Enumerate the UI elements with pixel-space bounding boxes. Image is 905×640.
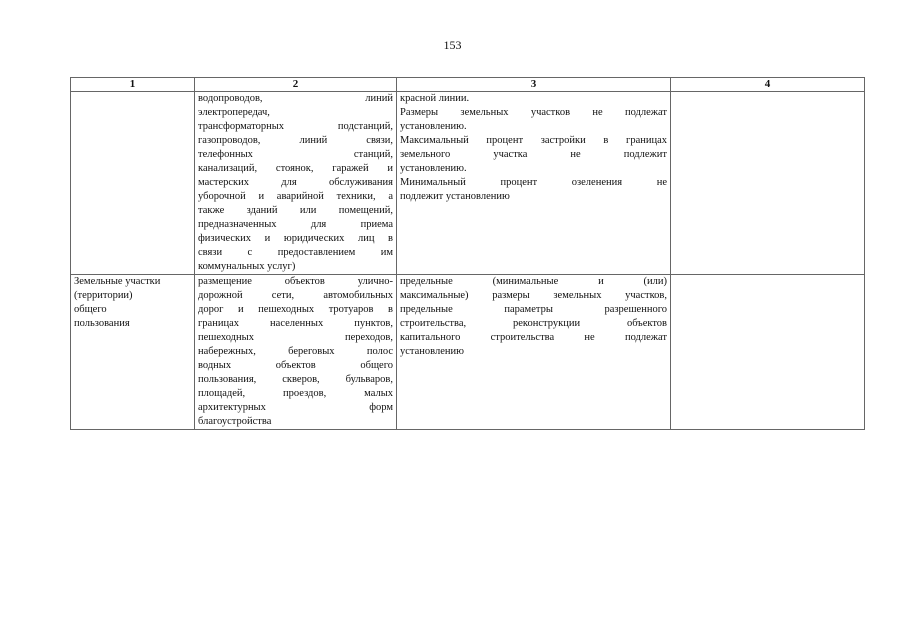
cell-text-line: набережных, береговых полос <box>198 346 393 357</box>
cell-text-line: пользования, скверов, бульваров, <box>198 374 393 385</box>
table-cell-col3 <box>397 92 671 275</box>
cell-text-line: предельные (минимальные и (или) <box>400 276 667 287</box>
cell-text-line: пешеходных переходов, <box>198 332 393 343</box>
column-header-2: 2 <box>195 78 397 92</box>
cell-text-line: размещение объектов улично- <box>198 276 393 287</box>
cell-text-line: подлежит установлению <box>400 191 510 202</box>
cell-text-line: (территории) <box>74 290 133 301</box>
column-header-3: 3 <box>397 78 671 92</box>
column-header-1: 1 <box>71 78 195 92</box>
cell-text-line: земельного участка не подлежит <box>400 149 667 160</box>
cell-text-line: максимальные) размеры земельных участков, <box>400 290 667 301</box>
table-cell-col1 <box>71 92 195 275</box>
cell-text-line: границах населенных пунктов, <box>198 318 393 329</box>
table-cell-col3 <box>397 275 671 430</box>
cell-text-line: пользования <box>74 318 130 329</box>
cell-text-line: газопроводов, линий связи, <box>198 135 393 146</box>
cell-text-line: предназначенных для приема <box>198 219 393 230</box>
table-cell-col2 <box>195 92 397 275</box>
cell-text-line: Размеры земельных участков не подлежат <box>400 107 667 118</box>
cell-text-line: уборочной и аварийной техники, а <box>198 191 393 202</box>
cell-text-line: телефонных станций, <box>198 149 393 160</box>
cell-text-line: водопроводов, линий <box>198 93 393 104</box>
cell-text-line: коммунальных услуг) <box>198 261 296 272</box>
cell-text-line: предельные параметры разрешенного <box>400 304 667 315</box>
cell-text-line: Максимальный процент застройки в границах <box>400 135 667 146</box>
cell-text-line: площадей, проездов, малых <box>198 388 393 399</box>
page-number: 153 <box>443 38 462 52</box>
table-row <box>71 275 865 430</box>
column-header-4: 4 <box>671 78 865 92</box>
cell-text-line: канализаций, стоянок, гаражей и <box>198 163 393 174</box>
cell-text-line: физических и юридических лиц в <box>198 233 393 244</box>
cell-text-line: благоустройства <box>198 416 272 427</box>
cell-text-line: дорог и пешеходных тротуаров в <box>198 304 393 315</box>
table-header-row <box>71 78 865 92</box>
cell-text-line: связи с предоставлением им <box>198 247 393 258</box>
cell-text-line: также зданий или помещений, <box>198 205 393 216</box>
table-cell-col4 <box>671 92 865 275</box>
cell-text-line: Минимальный процент озеленения не <box>400 177 667 188</box>
cell-text-line: мастерских для обслуживания <box>198 177 393 188</box>
cell-text-line: капитального строительства не подлежат <box>400 332 667 343</box>
cell-text-line: Земельные участки <box>74 276 161 287</box>
land-use-table <box>70 77 865 430</box>
cell-text-line: архитектурных форм <box>198 402 393 413</box>
cell-text-line: красной линии. <box>400 93 470 104</box>
cell-text-line: трансформаторных подстанций, <box>198 121 393 132</box>
cell-text-line: общего <box>74 304 107 315</box>
table-cell-col2 <box>195 275 397 430</box>
cell-text-line: дорожной сети, автомобильных <box>198 290 393 301</box>
cell-text-line: строительства, реконструкции объектов <box>400 318 667 329</box>
cell-text-line: водных объектов общего <box>198 360 393 371</box>
table-row <box>71 92 865 275</box>
cell-text-line: установлению. <box>400 121 467 132</box>
cell-text-line: электропередач, <box>198 107 270 118</box>
table-cell-col1 <box>71 275 195 430</box>
table-cell-col4 <box>671 275 865 430</box>
cell-text-line: установлению <box>400 346 464 357</box>
cell-text-line: установлению. <box>400 163 467 174</box>
